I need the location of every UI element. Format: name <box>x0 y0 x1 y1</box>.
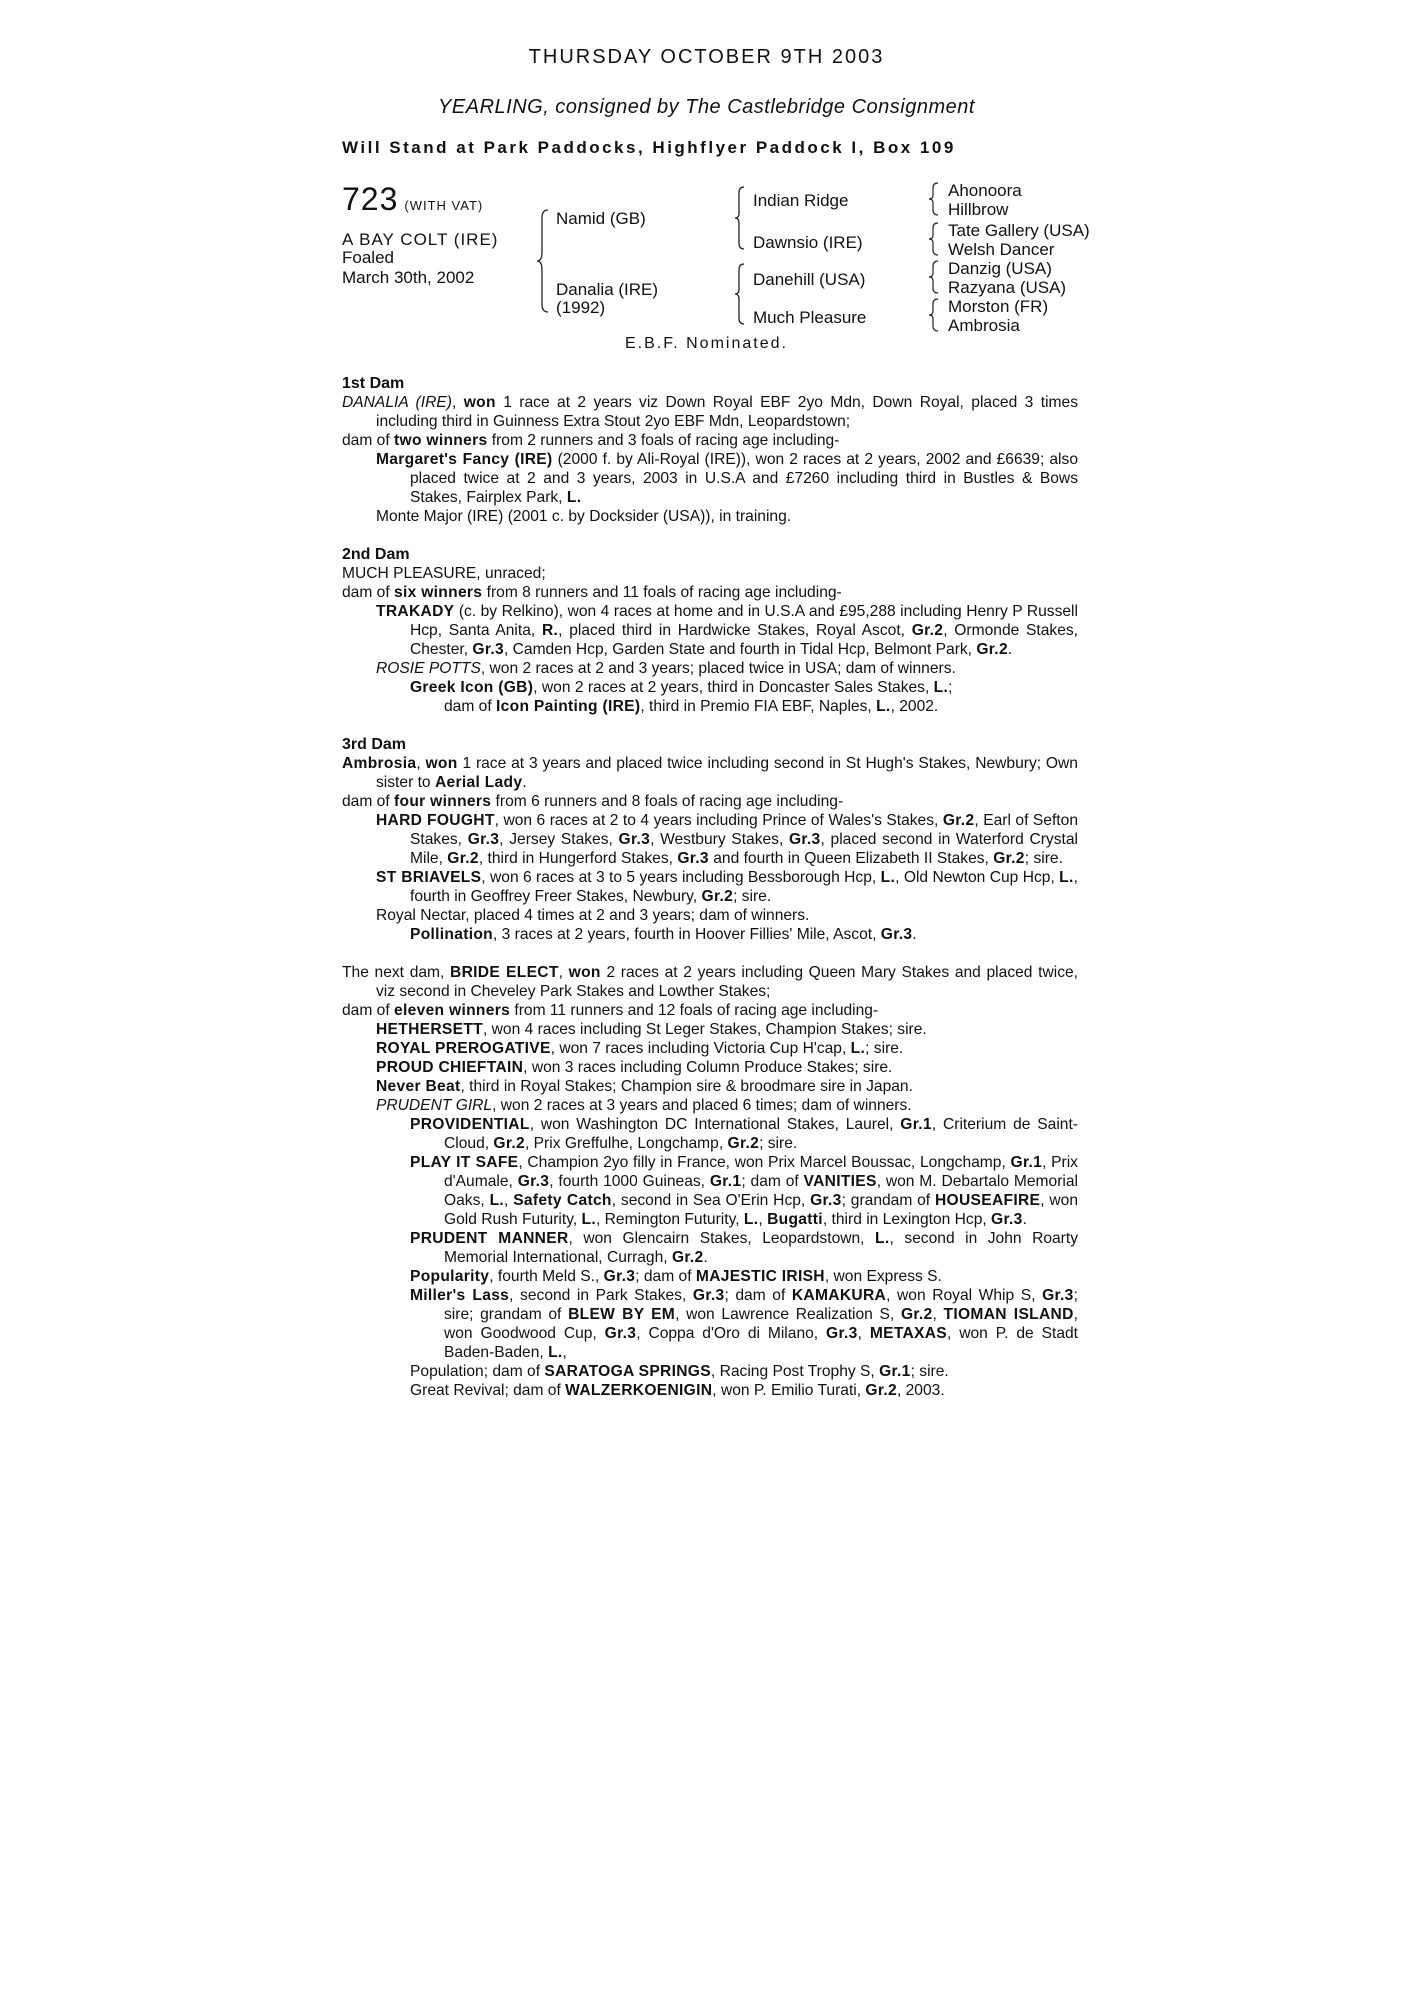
pedigree-brace-g1 <box>928 181 940 217</box>
progeny-entry: ST BRIAVELS, won 6 races at 3 to 5 years including Bessborough Hcp, L., Old Newton Cup Hcp, L., fourth in Geoffrey Freer Stakes, Newbury, Gr.2; sire. <box>376 869 1078 905</box>
second-dam-entry: MUCH PLEASURE, unraced; <box>342 565 546 582</box>
lot-number-block <box>342 181 483 218</box>
pedigree-brace-g4 <box>928 297 940 333</box>
sire-dam: Dawnsio (IRE) <box>753 233 863 252</box>
dam-name: Danalia (IRE) <box>556 280 659 299</box>
gen3-2: Hillbrow <box>948 200 1009 219</box>
first-dam-produce: dam of two winners from 2 runners and 3 foals of racing age including- <box>342 432 840 449</box>
progeny-entry: ROSIE POTTS, won 2 races at 2 and 3 years; placed twice in USA; dam of winners. <box>376 660 956 677</box>
progeny-entry: HETHERSETT, won 4 races including St Leger Stakes, Champion Stakes; sire. <box>376 1021 927 1038</box>
pedigree-brace-dam <box>734 262 746 326</box>
spacer <box>342 526 1078 545</box>
stand-location: Will Stand at Park Paddocks, Highflyer Paddock I, Box 109 <box>342 138 956 157</box>
sire-sire: Indian Ridge <box>753 191 849 210</box>
dam-year: (1992) <box>556 298 606 317</box>
ebf-nomination: E.B.F. Nominated. <box>625 335 788 352</box>
progeny-entry: PROUD CHIEFTAIN, won 3 races including Column Produce Stakes; sire. <box>376 1059 893 1076</box>
first-dam-heading: 1st Dam <box>342 375 405 392</box>
progeny-entry: Pollination, 3 races at 2 years, fourth in Hoover Fillies' Mile, Ascot, Gr.3. <box>410 926 917 943</box>
spacer <box>342 944 1078 963</box>
progeny-entry: Royal Nectar, placed 4 times at 2 and 3 years; dam of winners. <box>376 907 810 924</box>
progeny-entry: Population; dam of SARATOGA SPRINGS, Racing Post Trophy S, Gr.1; sire. <box>410 1363 949 1380</box>
second-dam-produce: dam of six winners from 8 runners and 11 foals of racing age including- <box>342 584 842 601</box>
next-dam-entry: The next dam, BRIDE ELECT, won 2 races at 2 years including Queen Mary Stakes and placed twice, viz second in Cheveley Park Stakes and Lowther Stakes; <box>342 964 1078 1000</box>
catalogue-body <box>342 374 1078 1400</box>
third-dam-produce: dam of four winners from 6 runners and 8 foals of racing age including- <box>342 793 844 810</box>
dam-sire: Danehill (USA) <box>753 270 866 289</box>
progeny-entry: ROYAL PREROGATIVE, won 7 races including Victoria Cup H'cap, L.; sire. <box>376 1040 904 1057</box>
progeny-entry: Never Beat, third in Royal Stakes; Champion sire & broodmare sire in Japan. <box>376 1078 913 1095</box>
third-dam-entry: Ambrosia, won 1 race at 3 years and placed twice including second in St Hugh's Stakes, Newbury; Own sister to Aerial Lady. <box>342 755 1078 791</box>
foaled-label: Foaled <box>342 248 394 267</box>
pedigree-brace-sire <box>734 185 746 251</box>
pedigree-brace-g2 <box>928 221 940 257</box>
progeny-entry: Great Revival; dam of WALZERKOENIGIN, won P. Emilio Turati, Gr.2, 2003. <box>410 1382 945 1399</box>
vat-note: (WITH VAT) <box>404 198 484 213</box>
progeny-entry: TRAKADY (c. by Relkino), won 4 races at home and in U.S.A and £95,288 including Henry P Russell Hcp, Santa Anita, R., placed third in Hardwicke Stakes, Royal Ascot, Gr.2, Ormonde Stakes, Chester, Gr.3, Camden Hcp, Garden State and fourth in Tidal Hcp, Belmont Park, Gr.2. <box>376 603 1079 658</box>
third-dam-heading: 3rd Dam <box>342 736 407 753</box>
spacer <box>342 716 1078 735</box>
foaled-date: March 30th, 2002 <box>342 268 475 287</box>
progeny-entry: Popularity, fourth Meld S., Gr.3; dam of MAJESTIC IRISH, won Express S. <box>410 1268 942 1285</box>
progeny-entry: PROVIDENTIAL, won Washington DC International Stakes, Laurel, Gr.1, Criterium de Saint-Cloud, Gr.2, Prix Greffulhe, Longchamp, Gr.2; sire. <box>410 1116 1078 1152</box>
first-dam-entry: DANALIA (IRE), won 1 race at 2 years viz Down Royal EBF 2yo Mdn, Down Royal, placed 3 times including third in Guinness Extra Stout 2yo EBF Mdn, Leopardstown; <box>342 394 1078 430</box>
next-dam-produce: dam of eleven winners from 11 runners and 12 foals of racing age including- <box>342 1002 879 1019</box>
gen3-6: Razyana (USA) <box>948 278 1067 297</box>
gen3-3: Tate Gallery (USA) <box>948 221 1090 240</box>
second-dam-heading: 2nd Dam <box>342 546 410 563</box>
progeny-entry: Greek Icon (GB), won 2 races at 2 years, third in Doncaster Sales Stakes, L.; <box>410 679 953 696</box>
lot-number: 723 <box>342 181 399 217</box>
progeny-entry: PRUDENT GIRL, won 2 races at 3 years and placed 6 times; dam of winners. <box>376 1097 912 1114</box>
gen3-5: Danzig (USA) <box>948 259 1052 278</box>
progeny-entry: Monte Major (IRE) (2001 c. by Docksider (USA)), in training. <box>376 508 792 525</box>
sire-name: Namid (GB) <box>556 209 646 228</box>
pedigree-brace-main <box>536 208 552 314</box>
pedigree-brace-g3 <box>928 259 940 295</box>
dam-dam: Much Pleasure <box>753 308 867 327</box>
horse-description: A BAY COLT (IRE) <box>342 230 499 249</box>
progeny-entry: HARD FOUGHT, won 6 races at 2 to 4 years including Prince of Wales's Stakes, Gr.2, Earl of Sefton Stakes, Gr.3, Jersey Stakes, Gr.3, Westbury Stakes, Gr.3, placed second in Waterford Crystal Mile, Gr.2, third in Hungerford Stakes, Gr.3 and fourth in Queen Elizabeth II Stakes, Gr.2; sire. <box>376 812 1078 867</box>
progeny-entry: Margaret's Fancy (IRE) (2000 f. by Ali-Royal (IRE)), won 2 races at 2 years, 2002 and £6639; also placed twice at 2 and 3 years, 2003 in U.S.A and £7260 including third in Bustles & Bows Stakes, Fairplex Park, L. <box>376 451 1078 506</box>
consignment-line: YEARLING, consigned by The Castlebridge Consignment <box>438 96 975 118</box>
progeny-entry: PRUDENT MANNER, won Glencairn Stakes, Leopardstown, L., second in John Roarty Memorial International, Curragh, Gr.2. <box>410 1230 1079 1266</box>
gen3-7: Morston (FR) <box>948 297 1049 316</box>
gen3-1: Ahonoora <box>948 181 1022 200</box>
gen3-4: Welsh Dancer <box>948 240 1055 259</box>
progeny-entry: Miller's Lass, second in Park Stakes, Gr.3; dam of KAMAKURA, won Royal Whip S, Gr.3; sire; grandam of BLEW BY EM, won Lawrence Realization S, Gr.2, TIOMAN ISLAND, won Goodwood Cup, Gr.3, Coppa d'Oro di Milano, Gr.3, METAXAS, won P. de Stadt Baden-Baden, L., <box>410 1287 1079 1361</box>
gen3-8: Ambrosia <box>948 316 1020 335</box>
sale-date: THURSDAY OCTOBER 9TH 2003 <box>528 46 885 68</box>
progeny-entry: PLAY IT SAFE, Champion 2yo filly in France, won Prix Marcel Boussac, Longchamp, Gr.1, Prix d'Aumale, Gr.3, fourth 1000 Guineas, Gr.1; dam of VANITIES, won M. Debartalo Memorial Oaks, L., Safety Catch, second in Sea O'Erin Hcp, Gr.3; grandam of HOUSEAFIRE, won Gold Rush Futurity, L., Remington Futurity, L., Bugatti, third in Lexington Hcp, Gr.3. <box>410 1154 1078 1228</box>
progeny-entry: dam of Icon Painting (IRE), third in Premio FIA EBF, Naples, L., 2002. <box>444 698 939 715</box>
